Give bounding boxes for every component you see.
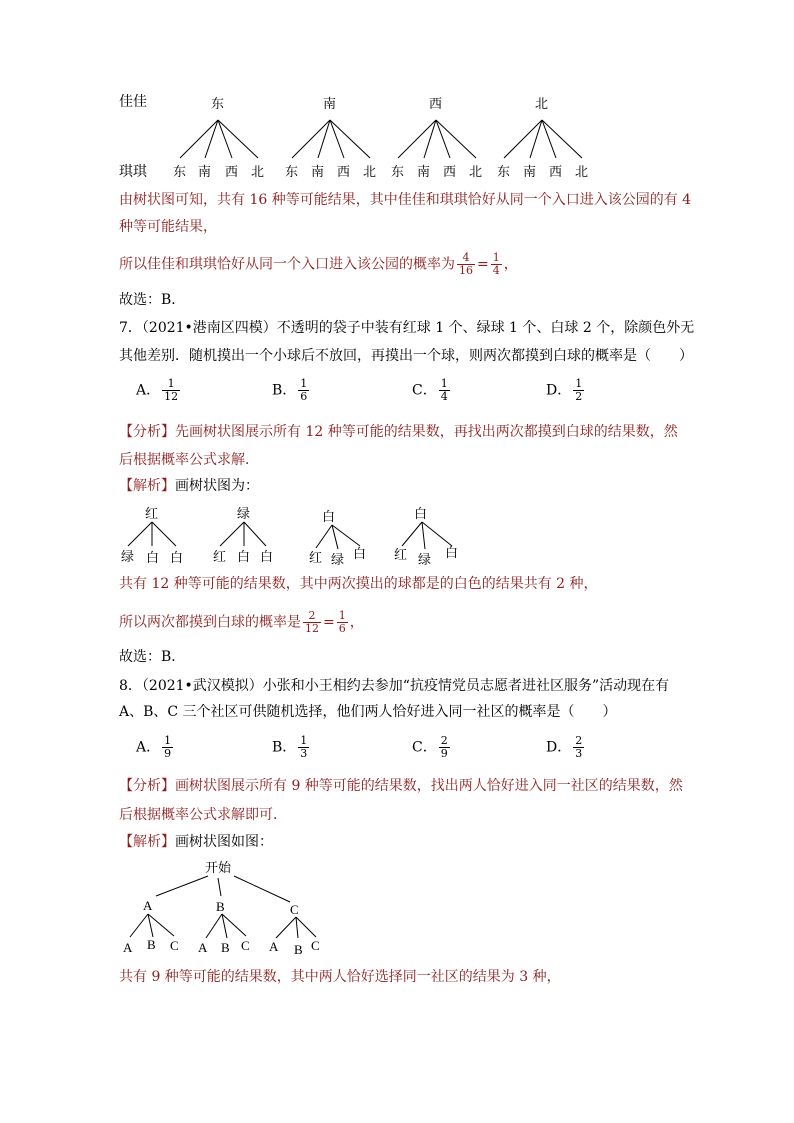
- tree1-leaf: 南: [417, 165, 431, 180]
- q7-option-b: B． $\frac{1}{6}$: [272, 377, 308, 403]
- tree1-leaf: 东: [391, 165, 405, 180]
- tree2-root-1: 绿: [237, 507, 251, 522]
- tree2-root-2: 白: [322, 510, 336, 525]
- tree2-leaf: 绿: [331, 553, 345, 568]
- q8-option-d: D． $\frac{2}{3}$: [546, 734, 583, 760]
- tree3-level1-a: A: [143, 898, 153, 913]
- q7-analysis-line2: 后根据概率公式求解．: [119, 452, 259, 468]
- tree2-leaf: 绿: [418, 553, 432, 568]
- tree2-leaf: 白: [146, 551, 160, 566]
- q7-answer: 故选：B．: [119, 649, 186, 665]
- tree1-leaf: 西: [225, 165, 239, 180]
- fraction: $\frac{4}{16}$: [459, 251, 473, 277]
- tree1-leaf: 北: [251, 165, 265, 180]
- q8-option-c: C． $\frac{2}{9}$: [412, 734, 448, 760]
- q7-option-a: A． $\frac{1}{12}$: [136, 377, 179, 403]
- q7-stem-line1: 7．（2021•港南区四模）不透明的袋子中装有红球 1 个、绿球 1 个、白球 2 个，除颜色外无: [119, 320, 695, 336]
- tree2-leaf: 白: [353, 547, 367, 562]
- tree1-leaf: 东: [285, 165, 299, 180]
- tree3-leaf: C: [241, 938, 250, 953]
- tree2-leaf: 白: [170, 551, 184, 566]
- q7-stem-line2: 其他差别．随机摸出一个小球后不放回，再摸出一个球，则两次都摸到白球的概率是（ ）: [119, 348, 693, 364]
- q8-solution: 【解析】画树状图如图：: [119, 834, 273, 850]
- q8-analysis-line2: 后根据概率公式求解即可．: [119, 807, 287, 823]
- tree1-leaf: 南: [198, 165, 212, 180]
- tree2-leaf: 红: [213, 550, 227, 565]
- tree1-leaf: 南: [523, 165, 537, 180]
- row-label-jiajia: 佳佳: [119, 94, 147, 110]
- tree3-leaf: C: [311, 938, 320, 953]
- q8-option-b: B． $\frac{1}{3}$: [272, 734, 308, 760]
- tree2-root-0: 红: [145, 507, 159, 522]
- tree2-leaf: 红: [394, 548, 408, 563]
- tree1-leaf: 北: [575, 165, 589, 180]
- p1-line2: 种等可能结果，: [119, 219, 217, 235]
- tree1-leaf: 东: [173, 165, 187, 180]
- tree2-leaf: 绿: [121, 550, 135, 565]
- p1-line3: 所以佳佳和琪琪恰好从同一个入口进入该公园的概率为 $\frac{4}{16}$ = $\frac{1}{4}$ ，: [119, 251, 518, 277]
- q8-stem-line1: 8．（2021•武汉模拟）小张和小王相约去参加“抗疫情党员志愿者进社区服务”活动现在有: [119, 678, 670, 694]
- tree2-leaf: 白: [237, 550, 251, 565]
- tree3-leaf: C: [170, 938, 179, 953]
- tree1-root-1: 南: [323, 97, 337, 112]
- q7-option-c: C． $\frac{1}{4}$: [412, 377, 448, 403]
- tree2-root-3: 白: [414, 507, 428, 522]
- tree1-leaf: 西: [337, 165, 351, 180]
- tree1-leaf: 西: [443, 165, 457, 180]
- tree3-leaf: A: [123, 940, 133, 955]
- p1-answer: 故选：B．: [119, 292, 186, 308]
- tree2-leaf: 白: [445, 546, 459, 561]
- fraction: $\frac{1}{4}$: [492, 251, 500, 277]
- q8-option-a: A． $\frac{1}{9}$: [136, 734, 172, 760]
- q7-analysis-line1: 【分析】先画树状图展示所有 12 种等可能的结果数，再找出两次都摸到白球的结果数，然: [119, 424, 678, 440]
- q7-result-line1: 共有 12 种等可能的结果数，其中两次摸出的球都是的白色的结果共有 2 种，: [119, 576, 598, 592]
- tree2-leaf: 红: [309, 551, 323, 566]
- tree2-leaf: 白: [260, 550, 274, 565]
- q8-stem-line2: A、B、C 三个社区可供随机选择，他们两人恰好进入同一社区的概率是（ ）: [119, 704, 617, 720]
- tree3-leaf: A: [269, 939, 279, 954]
- tree2-branches: [128, 522, 452, 549]
- tree1-leaf: 南: [311, 165, 325, 180]
- q8-result-line1: 共有 9 种等可能的结果数，其中两人恰好选择同一社区的结果为 3 种，: [119, 969, 561, 985]
- tree1-root-0: 东: [211, 97, 225, 112]
- tree3-leaf: B: [147, 937, 156, 952]
- tree1-branches: [180, 120, 582, 158]
- p1-line1: 由树状图可知，共有 16 种等可能结果，其中佳佳和琪琪恰好从同一个入口进入该公园的有 4: [119, 192, 692, 208]
- tree1-leaf: 西: [549, 165, 563, 180]
- tree3-leaf: B: [221, 940, 230, 955]
- tree1-root-3: 北: [535, 97, 549, 112]
- q7-option-d: D． $\frac{1}{2}$: [546, 377, 583, 403]
- q7-result-line2: 所以两次都摸到白球的概率是 $\frac{2}{12}$ = $\frac{1}{6}$ ，: [119, 609, 364, 635]
- tree1-leaf: 北: [363, 165, 377, 180]
- tree1-root-2: 西: [429, 97, 443, 112]
- tree3-level1-c: C: [290, 902, 299, 917]
- fraction: $\frac{1}{6}$: [338, 609, 346, 635]
- q8-analysis-line1: 【分析】画树状图展示所有 9 种等可能的结果数，找出两人恰好进入同一社区的结果数，然: [119, 778, 683, 794]
- tree3-leaf: B: [294, 942, 303, 957]
- tree1-leaf: 北: [469, 165, 483, 180]
- q7-solution: 【解析】画树状图为：: [119, 478, 259, 494]
- tree1-leaf: 东: [497, 165, 511, 180]
- tree3-level1-b: B: [216, 899, 225, 914]
- tree3-leaf: A: [198, 940, 208, 955]
- fraction: $\frac{2}{12}$: [305, 609, 319, 635]
- tree3-start: 开始: [205, 861, 232, 876]
- row-label-qiqi: 琪琪: [119, 164, 147, 180]
